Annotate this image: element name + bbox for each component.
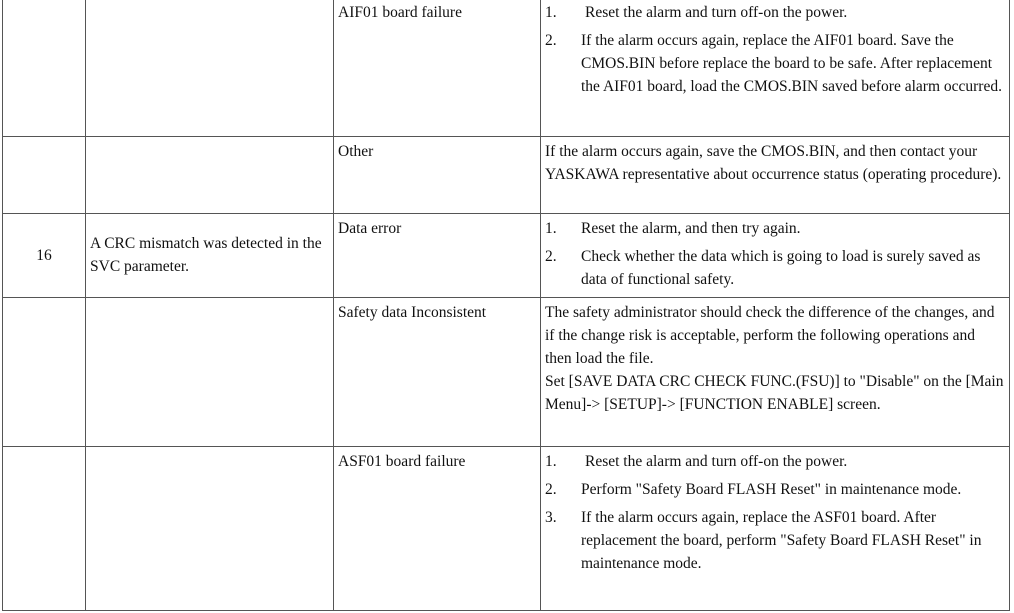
list-text: Perform "Safety Board FLASH Reset" in maintenance mode. [581,481,962,498]
list-number: 1. [545,220,557,237]
list-text: Reset the alarm, and then try again. [581,220,801,237]
cause-cell: Other [334,137,541,214]
alarm-remedy-table [2,0,1010,611]
alarm-number-cell [3,447,86,611]
alarm-number-cell [3,298,86,447]
remedy-list [545,450,1005,575]
table-row [3,137,1010,214]
list-item [545,1,1005,24]
table-row [3,298,1010,447]
alarm-description-cell [86,0,334,137]
table-row [3,0,1010,137]
remedy-cell [541,0,1010,137]
remedy-paragraph: Set [SAVE DATA CRC CHECK FUNC.(FSU)] to "Disable" on the [Main Menu]-> [SETUP]-> [FUNCTION ENABLE] screen. [545,373,1004,413]
list-item [545,478,1005,501]
alarm-description-cell [86,137,334,214]
list-item [545,450,1005,473]
list-number: 1. [545,4,557,21]
cause-cell: ASF01 board failure [334,447,541,611]
table-row [3,214,1010,298]
list-text: Check whether the data which is going to load is surely saved as data of functional safety. [581,248,981,288]
remedy-list [545,1,1005,98]
alarm-number-cell [3,0,86,137]
alarm-number-cell: 16 [3,214,86,298]
cause-cell: Data error [334,214,541,298]
cause-cell: Safety data Inconsistent [334,298,541,447]
list-number: 1. [545,453,557,470]
list-number: 2. [545,248,557,265]
list-number: 2. [545,481,557,498]
list-text: Reset the alarm and turn off-on the power. [585,453,848,470]
alarm-number-cell [3,137,86,214]
list-item [545,217,1005,240]
remedy-cell [541,214,1010,298]
alarm-description-cell [86,298,334,447]
remedy-cell [541,298,1010,447]
list-item [545,506,1005,575]
table-row [3,447,1010,611]
alarm-description-cell: A CRC mismatch was detected in the SVC parameter. [86,214,334,298]
alarm-description-cell [86,447,334,611]
list-number: 3. [545,509,557,526]
remedy-paragraph: The safety administrator should check the difference of the changes, and if the change risk is acceptable, perform the following operations and then load the file. [545,304,995,367]
list-item [545,245,1005,291]
list-text: If the alarm occurs again, replace the ASF01 board. After replacement the board, perform "Safety Board FLASH Reset" in maintenance mode. [581,509,982,572]
remedy-cell: If the alarm occurs again, save the CMOS.BIN, and then contact your YASKAWA representative about occurrence status (operating procedure). [541,137,1010,214]
remedy-cell [541,447,1010,611]
list-number: 2. [545,32,557,49]
cause-cell: AIF01 board failure [334,0,541,137]
remedy-list [545,217,1005,291]
list-text: If the alarm occurs again, replace the AIF01 board. Save the CMOS.BIN before replace the board to be safe. After replacement the AIF01 board, load the CMOS.BIN saved before alarm occurred. [581,32,1002,95]
list-item [545,29,1005,98]
list-text: Reset the alarm and turn off-on the power. [585,4,848,21]
